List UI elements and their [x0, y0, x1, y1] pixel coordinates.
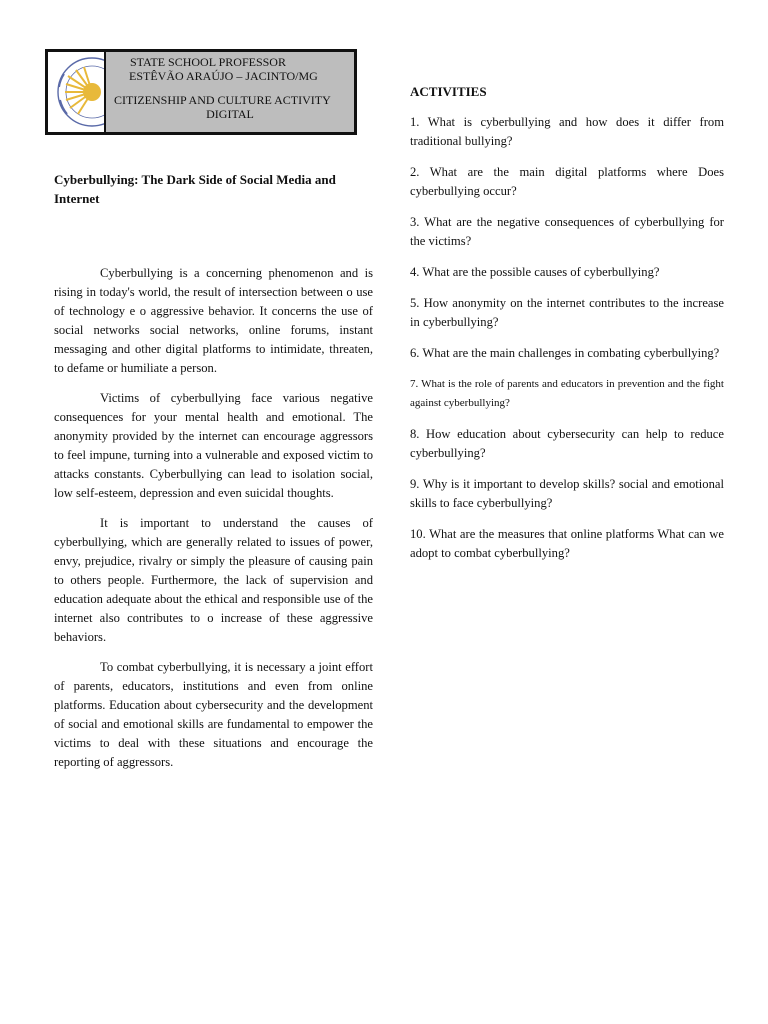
- paragraph-text: To combat cyberbullying, it is necessary a joint effort of parents, educators, institutions and even from online platforms. Education about cybersecurity and the development of social and emotional skills are fundamental to empower the victims to deal with these situations and encourage the reporting of aggressors.: [54, 660, 373, 769]
- activity-question: 8. How education about cybersecurity can help to reduce cyberbullying?: [410, 427, 724, 460]
- school-seal-icon: [50, 54, 104, 130]
- article-paragraph: [54, 264, 373, 378]
- paragraph-text: Victims of cyberbullying face various negative consequences for your mental health and emotional. The anonymity provided by the internet can encourage aggressors to feel impune, turning into a vulnerable and exposed victim to attacks constants. Cyberbullying can lead to isolation social, low self-esteem, depression and even suicidal thoughts.: [54, 391, 373, 500]
- article-paragraph: [54, 514, 373, 647]
- activities-title: ACTIVITIES: [410, 84, 487, 99]
- activity-title-line2: DIGITAL: [206, 107, 254, 121]
- activity-title-line1: CITIZENSHIP AND CULTURE ACTIVITY: [114, 93, 331, 107]
- school-header: [45, 49, 357, 135]
- activity-question: 1. What is cyberbullying and how does it differ from traditional bullying?: [410, 115, 724, 148]
- school-name-line2: ESTÊVÃO ARAÚJO – JACINTO/MG: [129, 69, 318, 83]
- activity-question: 6. What are the main challenges in combating cyberbullying?: [410, 346, 720, 360]
- article-paragraph: [54, 389, 373, 503]
- paragraph-text: It is important to understand the causes of cyberbullying, which are generally related to issues of power, envy, prejudice, rivalry or simply the pleasure of causing pain to others people. Furthermore, the lack of supervision and education adequate about the ethical and responsible use of the internet also contributes to o increase of these aggressive behaviors.: [54, 516, 373, 644]
- article-column: [54, 170, 373, 783]
- paragraph-text: Cyberbullying is a concerning phenomenon and is rising in today's world, the result of intersection between o use of technology e o aggressive behavior. It concerns the use of social networks social networks, online forums, instant messaging and other digital platforms to intimidate, threaten, to defame or humiliate a person.: [54, 266, 373, 375]
- activity-question: 5. How anonymity on the internet contributes to the increase in cyberbullying?: [410, 296, 724, 329]
- header-text-panel: [104, 52, 354, 132]
- article-paragraph: [54, 658, 373, 772]
- activities-column: [410, 82, 724, 575]
- activity-question: 2. What are the main digital platforms where Does cyberbullying occur?: [410, 165, 724, 198]
- activity-question: 10. What are the measures that online platforms What can we adopt to combat cyberbullying?: [410, 527, 724, 560]
- activity-question: 4. What are the possible causes of cyberbullying?: [410, 265, 660, 279]
- activity-question: 7. What is the role of parents and educators in prevention and the fight against cyberbullying?: [410, 378, 724, 409]
- activity-question: 9. Why is it important to develop skills? social and emotional skills to face cyberbullying?: [410, 477, 724, 510]
- activity-question: 3. What are the negative consequences of cyberbullying for the victims?: [410, 215, 724, 248]
- article-title: Cyberbullying: The Dark Side of Social Media and Internet: [54, 172, 336, 206]
- school-name-line1: STATE SCHOOL PROFESSOR: [130, 55, 286, 69]
